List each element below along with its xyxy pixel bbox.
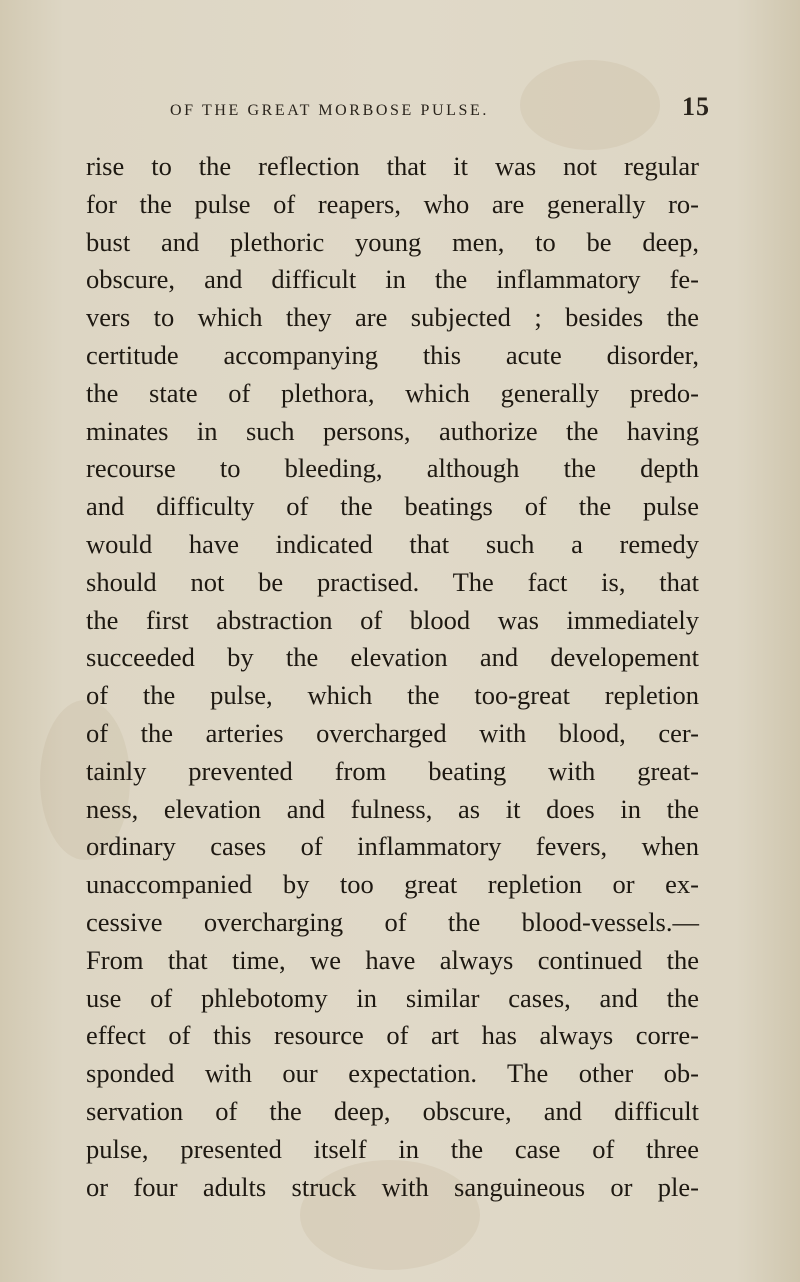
- text-line: From that time, we have always continued the: [86, 944, 699, 975]
- text-line: use of phlebotomy in similar cases, and the: [86, 982, 699, 1013]
- text-line: the first abstraction of blood was immediately: [86, 604, 699, 635]
- text-line: vers to which they are subjected ; besides the: [86, 302, 699, 333]
- text-line: or four adults struck with sanguineous or ple-: [86, 1171, 699, 1202]
- text-line: recourse to bleeding, although the depth: [86, 453, 699, 484]
- text-line: should not be practised. The fact is, that: [86, 566, 699, 597]
- text-line: pulse, presented itself in the case of three: [86, 1133, 699, 1164]
- text-line: of the pulse, which the too-great repletion: [86, 680, 699, 711]
- body-text: [86, 148, 699, 1206]
- text-line: would have indicated that such a remedy: [86, 528, 699, 559]
- text-line: succeeded by the elevation and developement: [86, 642, 699, 673]
- text-line: of the arteries overcharged with blood, cer-: [86, 717, 699, 748]
- text-line: tainly prevented from beating with great-: [86, 755, 699, 786]
- running-head-title: OF THE GREAT MORBOSE PULSE.: [170, 102, 489, 119]
- text-line: cessive overcharging of the blood-vessels.—: [86, 906, 699, 937]
- text-line: ness, elevation and fulness, as it does in the: [86, 793, 699, 824]
- text-line: servation of the deep, obscure, and difficult: [86, 1095, 699, 1126]
- text-line: ordinary cases of inflammatory fevers, when: [86, 831, 699, 862]
- text-line: minates in such persons, authorize the having: [86, 415, 699, 446]
- text-line: obscure, and difficult in the inflammatory fe-: [86, 264, 699, 295]
- text-line: effect of this resource of art has always corre-: [86, 1020, 699, 1051]
- page-number: 15: [682, 92, 710, 121]
- text-line: bust and plethoric young men, to be deep,: [86, 226, 699, 257]
- text-line: the state of plethora, which generally predo-: [86, 377, 699, 408]
- running-head: [170, 92, 710, 122]
- text-line: unaccompanied by too great repletion or ex-: [86, 869, 699, 900]
- text-line: and difficulty of the beatings of the pulse: [86, 491, 699, 522]
- text-line: rise to the reflection that it was not regular: [86, 151, 699, 181]
- text-line: sponded with our expectation. The other ob-: [86, 1058, 699, 1089]
- text-line: certitude accompanying this acute disorder,: [86, 339, 699, 370]
- text-line: for the pulse of reapers, who are generally ro-: [86, 188, 699, 219]
